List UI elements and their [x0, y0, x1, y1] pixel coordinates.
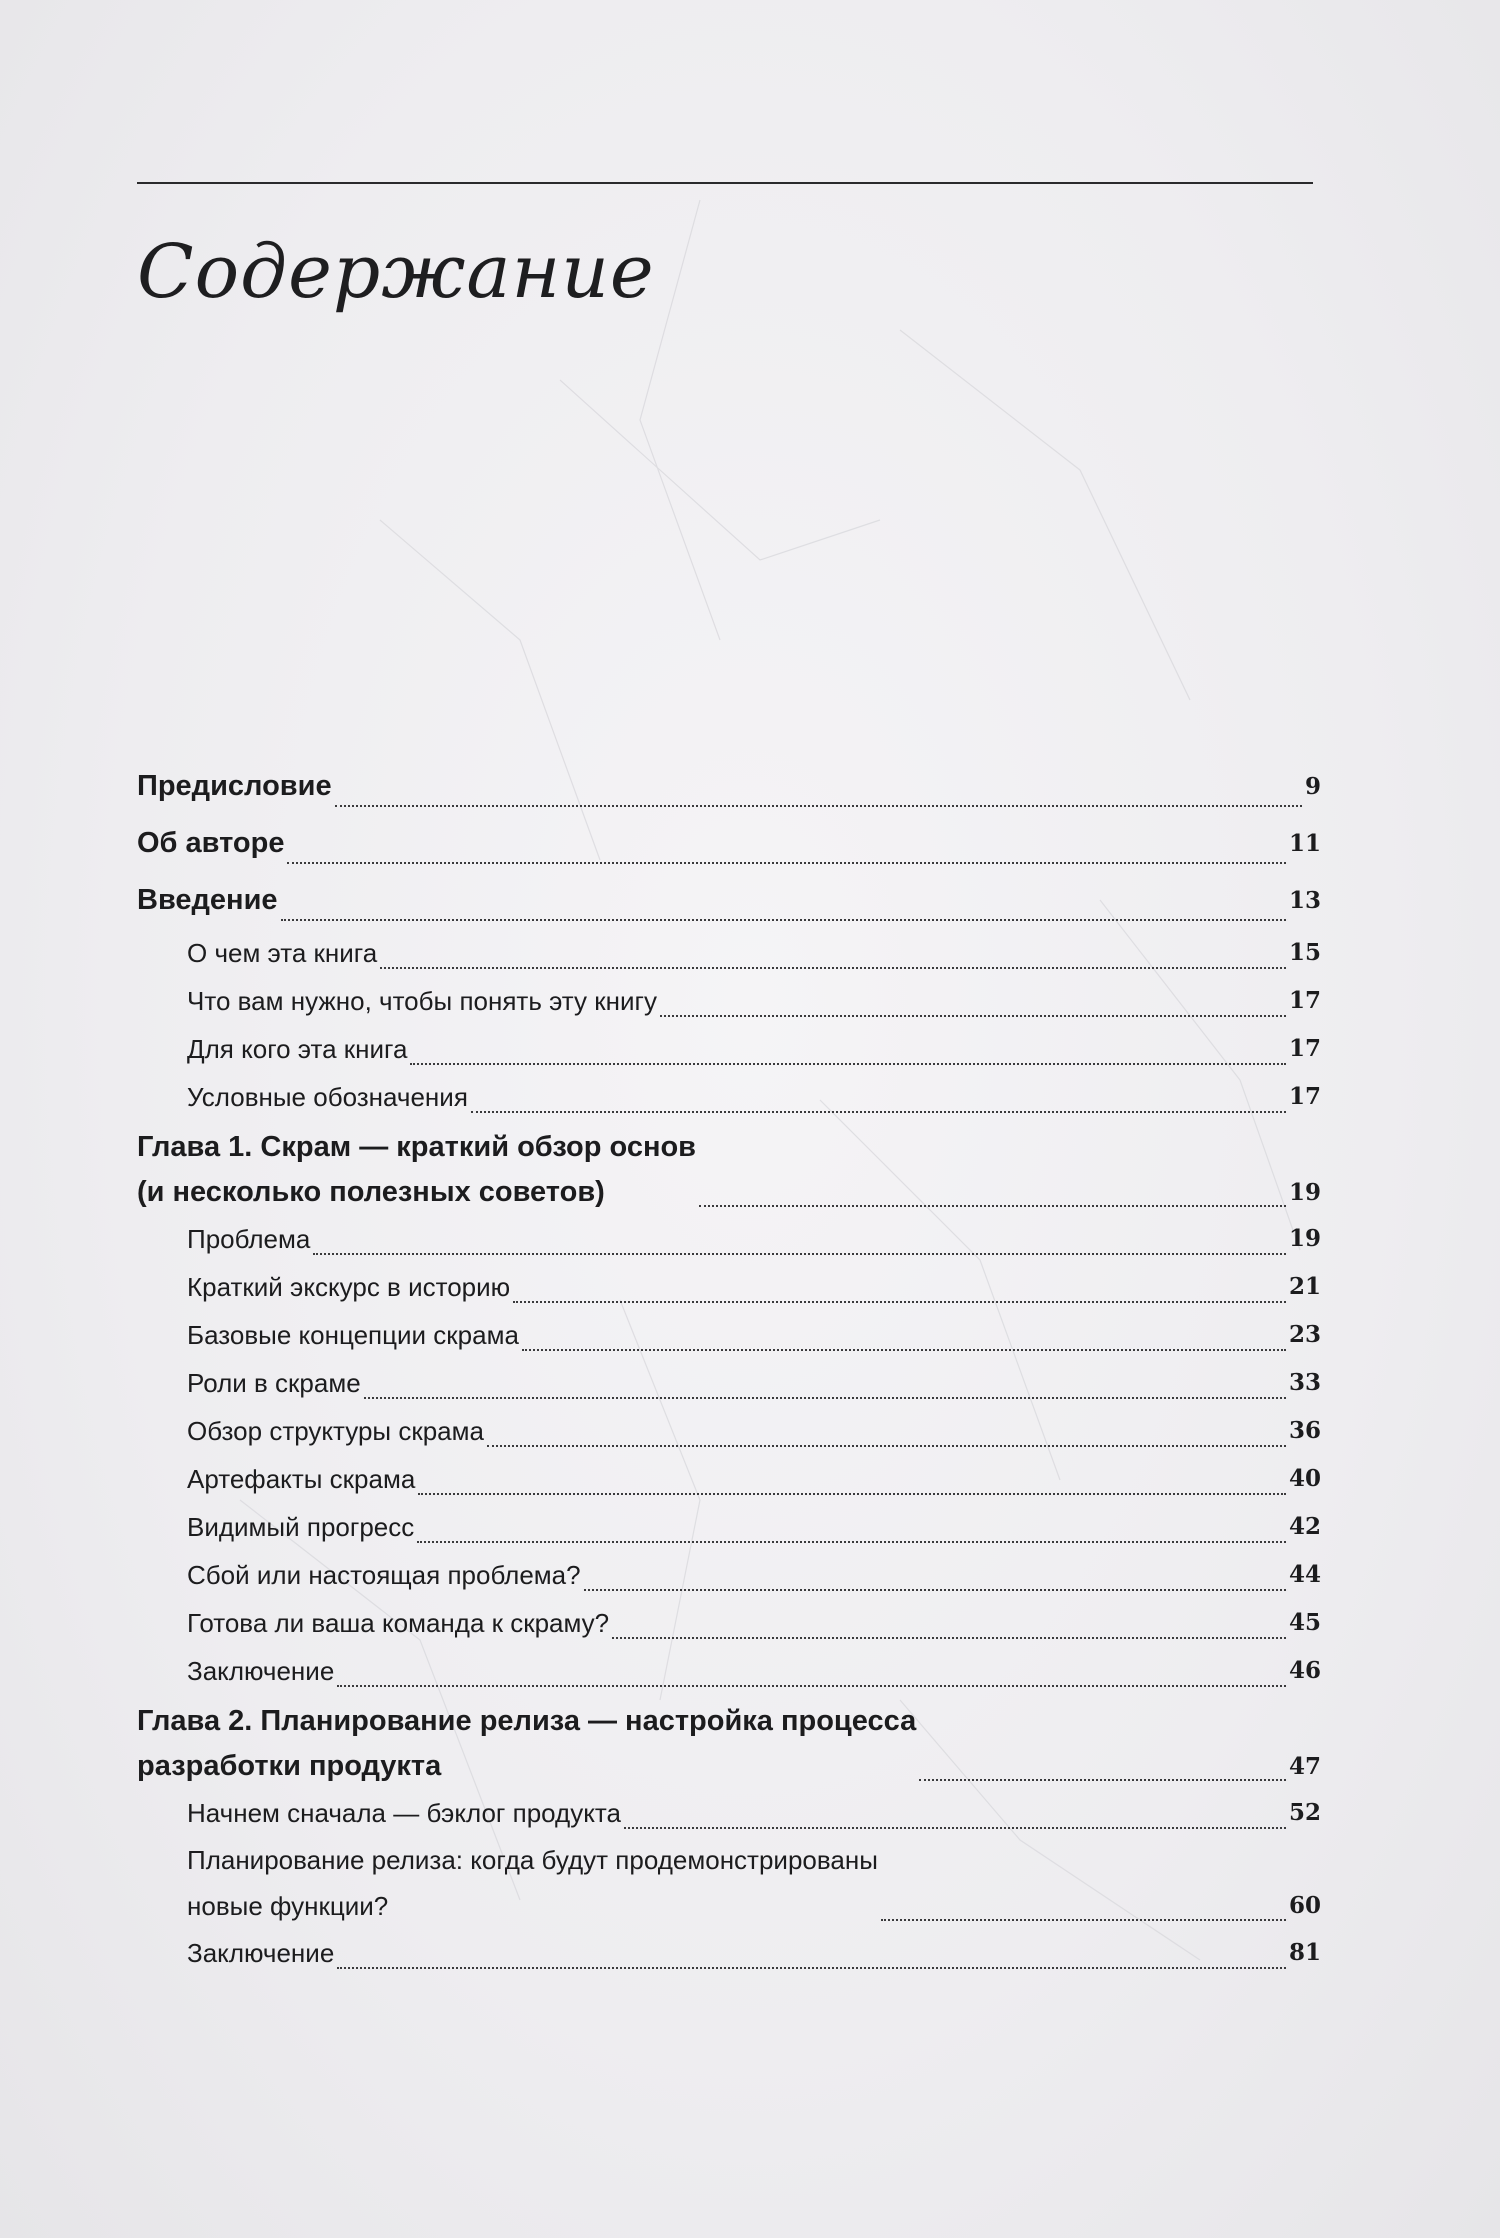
table-of-contents [137, 758, 1321, 1977]
toc-entry-label: Артефакты скрама [187, 1464, 416, 1494]
chapter-title [137, 1125, 696, 1215]
toc-entry-label-line: новые функции? [187, 1891, 389, 1921]
dot-leader [522, 1349, 1286, 1351]
toc-entry-label: О чем эта книга [187, 938, 378, 968]
chapter-title-line: разработки продукта [137, 1750, 442, 1782]
dot-leader [471, 1111, 1286, 1113]
toc-page-number: 36 [1288, 1417, 1321, 1444]
toc-page-number: 21 [1288, 1273, 1321, 1300]
chapter-title-line: (и несколько полезных советов) [137, 1176, 605, 1208]
toc-entry-introduction[interactable] [137, 872, 1321, 929]
page-title: Содержание [137, 229, 655, 315]
toc-page-number: 47 [1288, 1753, 1321, 1780]
toc-entry-chapter2-item[interactable] [137, 1929, 1321, 1977]
dot-leader [364, 1397, 1286, 1399]
toc-entry-chapter1-item[interactable] [137, 1263, 1321, 1311]
toc-page-number: 17 [1288, 987, 1321, 1014]
toc-page-number: 45 [1288, 1609, 1321, 1636]
dot-leader [335, 805, 1302, 807]
toc-page-number: 44 [1288, 1561, 1321, 1588]
dot-leader [281, 919, 1286, 921]
dot-leader [881, 1919, 1286, 1921]
toc-entry-intro-item[interactable] [137, 1025, 1321, 1073]
toc-entry-label: Краткий экскурс в историю [187, 1272, 511, 1302]
toc-entry-label: Предисловие [137, 770, 332, 802]
toc-entry-chapter1-item[interactable] [137, 1455, 1321, 1503]
toc-entry-label: Видимый прогресс [187, 1512, 415, 1542]
toc-page-number: 9 [1304, 773, 1321, 800]
dot-leader [417, 1541, 1286, 1543]
dot-leader [660, 1015, 1286, 1017]
toc-entry-label: Базовые концепции скрама [187, 1320, 519, 1350]
dot-leader [487, 1445, 1286, 1447]
toc-page-number: 17 [1288, 1083, 1321, 1110]
dot-leader [513, 1301, 1286, 1303]
toc-page-number: 40 [1288, 1465, 1321, 1492]
toc-page-number: 46 [1288, 1657, 1321, 1684]
dot-leader [380, 967, 1286, 969]
toc-entry-label: Введение [137, 884, 278, 916]
toc-entry-label: Для кого эта книга [187, 1034, 408, 1064]
dot-leader [624, 1827, 1286, 1829]
dot-leader [418, 1493, 1286, 1495]
toc-page-number: 60 [1288, 1892, 1321, 1919]
toc-page-number: 33 [1288, 1369, 1321, 1396]
toc-page-number: 11 [1288, 830, 1321, 857]
toc-entry-label: Что вам нужно, чтобы понять эту книгу [187, 986, 657, 1016]
toc-entry-label: Об авторе [137, 827, 285, 859]
toc-entry-chapter1-item[interactable] [137, 1359, 1321, 1407]
toc-page-number: 23 [1288, 1321, 1321, 1348]
dot-leader [410, 1063, 1286, 1065]
dot-leader [337, 1685, 1286, 1687]
toc-entry-label: Начнем сначала — бэклог продукта [187, 1798, 621, 1828]
toc-entry-label-line: Планирование релиза: когда будут продемонстрированы [187, 1845, 878, 1875]
dot-leader [287, 862, 1286, 864]
toc-entry-intro-item[interactable] [137, 1073, 1321, 1121]
toc-entry-chapter1-item[interactable] [137, 1215, 1321, 1263]
chapter-title-line: Глава 2. Планирование релиза — настройка процесса [137, 1705, 917, 1737]
toc-entry-label [187, 1837, 878, 1929]
toc-entry-chapter1-item[interactable] [137, 1647, 1321, 1695]
toc-entry-chapter-2[interactable] [137, 1699, 1321, 1789]
dot-leader [584, 1589, 1286, 1591]
toc-entry-chapter1-item[interactable] [137, 1551, 1321, 1599]
chapter-title-line: Глава 1. Скрам — краткий обзор основ [137, 1131, 697, 1163]
toc-entry-chapter2-item[interactable] [137, 1837, 1321, 1929]
toc-entry-label: Роли в скраме [187, 1368, 361, 1398]
toc-entry-chapter2-item[interactable] [137, 1789, 1321, 1837]
toc-entry-preface[interactable] [137, 758, 1321, 815]
dot-leader [612, 1637, 1286, 1639]
header-rule [137, 182, 1313, 184]
toc-entry-intro-item[interactable] [137, 977, 1321, 1025]
dot-leader [313, 1253, 1286, 1255]
toc-entry-label: Обзор структуры скрама [187, 1416, 484, 1446]
toc-page-number: 19 [1288, 1179, 1321, 1206]
toc-entry-about-author[interactable] [137, 815, 1321, 872]
dot-leader [337, 1967, 1286, 1969]
toc-entry-chapter1-item[interactable] [137, 1407, 1321, 1455]
toc-page-number: 42 [1288, 1513, 1321, 1540]
toc-entry-chapter1-item[interactable] [137, 1503, 1321, 1551]
toc-page-number: 19 [1288, 1225, 1321, 1252]
toc-page-number: 13 [1288, 887, 1321, 914]
toc-entry-chapter1-item[interactable] [137, 1311, 1321, 1359]
toc-page-number: 81 [1288, 1939, 1321, 1966]
toc-page-number: 15 [1288, 939, 1321, 966]
toc-entry-label: Готова ли ваша команда к скраму? [187, 1608, 610, 1638]
toc-entry-label: Условные обозначения [187, 1082, 468, 1112]
chapter-title [137, 1699, 916, 1789]
toc-entry-chapter-1[interactable] [137, 1125, 1321, 1215]
toc-page-number: 17 [1288, 1035, 1321, 1062]
toc-entry-label: Проблема [187, 1224, 311, 1254]
toc-entry-intro-item[interactable] [137, 929, 1321, 977]
dot-leader [919, 1779, 1286, 1781]
toc-entry-label: Заключение [187, 1938, 335, 1968]
toc-entry-label: Сбой или настоящая проблема? [187, 1560, 581, 1590]
toc-entry-chapter1-item[interactable] [137, 1599, 1321, 1647]
toc-entry-label: Заключение [187, 1656, 335, 1686]
toc-page-number: 52 [1288, 1799, 1321, 1826]
dot-leader [699, 1205, 1286, 1207]
